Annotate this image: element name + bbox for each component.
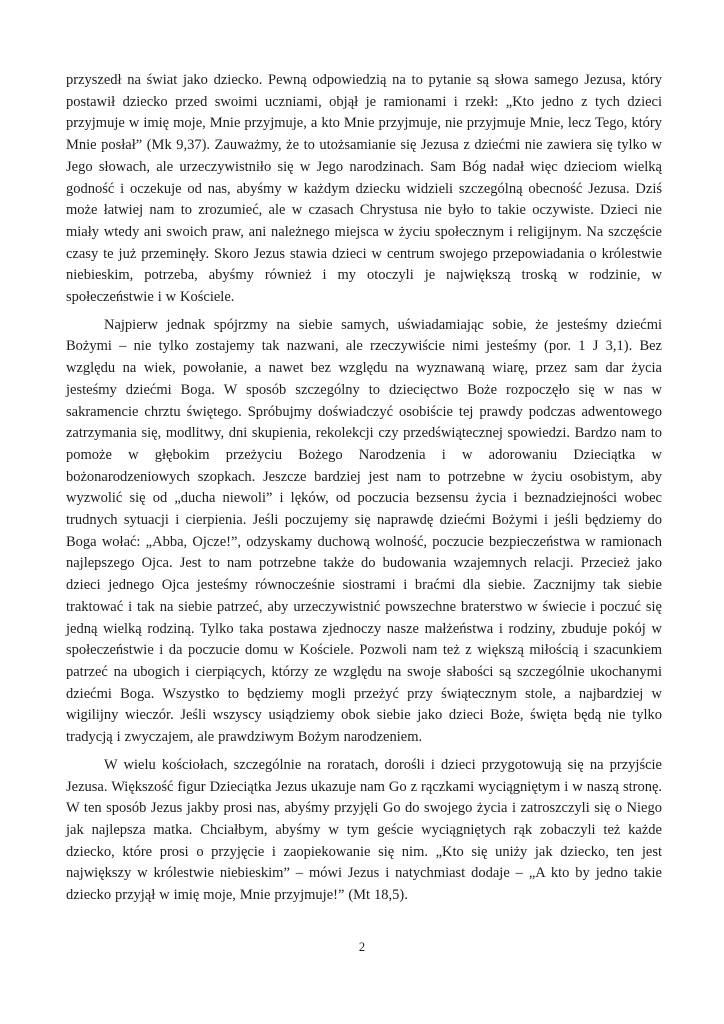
paragraph-3: W wielu kościołach, szczególnie na roratach, dorośli i dzieci przygotowują się na przyjście Jezusa. Większość figur Dzieciątka Jezus ukazuje nam Go z rączkami wyciągniętym i w naszą stronę. W ten sposób Jezus jakby prosi nas, abyśmy przyjęli Go do swojego życia i zatroszczyli się o Niego jak najlepsza matka. Chciałbym, abyśmy w tym geście wyciągniętych rąk zobaczyli też każde dziecko, które prosi o przyjęcie i zaopiekowanie się nim. „Kto się uniży jak dziecko, ten jest największy w królestwie niebieskim” – mówi Jezus i natychmiast dodaje – „A kto by jedno takie dziecko przyjął w imię moje, Mnie przyjmuje!” (Mt 18,5). [66, 756, 662, 904]
paragraph-1: przyszedł na świat jako dziecko. Pewną odpowiedzią na to pytanie są słowa samego Jezusa, który postawił dziecko przed swoimi uczniami, objął je ramionami i rzekł: „Kto jedno z tych dzieci przyjmuje w imię moje, Mnie przyjmuje, a kto Mnie przyjmuje, nie przyjmuje Mnie, lecz Tego, który Mnie posłał” (Mk 9,37). Zauważmy, że to utożsamianie się Jezusa z dziećmi nie zawiera się tylko w Jego słowach, ale urzeczywistniło się w Jego narodzinach. Sam Bóg nadał więc dzieciom wielką godność i oczekuje od nas, abyśmy w każdym dziecku widzieli szczególną obecność Jezusa. Dziś może łatwiej nam to zrozumieć, ale w czasach Chrystusa nie było to takie oczywiste. Dzieci nie miały wtedy ani swoich praw, ani należnego miejsca w życiu społecznym i religijnym. Na szczęście czasy te już przeminęły. Skoro Jezus stawia dzieci w centrum swojego przepowiadania o królestwie niebieskim, potrzeba, abyśmy również i my otoczyli je największą troską w rodzinie, w społeczeństwie i w Kościele. [66, 72, 662, 306]
page-body [66, 70, 662, 913]
paragraph-2: Najpierw jednak spójrzmy na siebie samych, uświadamiając sobie, że jesteśmy dziećmi Bożymi – nie tylko zostajemy tak nazwani, ale rzeczywiście nimi jesteśmy (por. 1 J 3,1). Bez względu na wiek, powołanie, a nawet bez względu na wyznawaną wiarę, przez sam dar życia jesteśmy dziećmi Boga. W sposób szczególny to dziecięctwo Boże rozpoczęło się w nas w sakramencie chrztu świętego. Spróbujmy doświadczyć osobiście tej prawdy podczas adwentowego zatrzymania się, modlitwy, dni skupienia, rekolekcji czy przedświątecznej spowiedzi. Bardzo nam to pomoże w głębokim przeżyciu Bożego Narodzenia i w adorowaniu Dzieciątka w bożonarodzeniowych szopkach. Jeszcze bardziej jest nam to potrzebne w życiu osobistym, aby wyzwolić się od „ducha niewoli” i lęków, od poczucia bezsensu życia i beznadziejności wobec trudnych sytuacji i cierpienia. Jeśli poczujemy się naprawdę dziećmi Bożymi i jeśli będziemy do Boga wołać: „Abba, Ojcze!”, odzyskamy duchową wolność, poczucie bezpieczeństwa w ramionach najlepszego Ojca. Jest to nam potrzebne także do budowania wzajemnych relacji. Przecież jako dzieci jednego Ojca jesteśmy równocześnie siostrami i braćmi dla siebie. Zacznijmy tak siebie traktować i tak na siebie patrzeć, aby urzeczywistnić powszechne braterstwo w świecie i poczuć się jedną wielką rodziną. Tylko taka postawa zjednoczy nasze małżeństwa i rodziny, zbuduje pokój w społeczeństwie i da poczucie domu w Kościele. Pozwoli nam też z większą miłością i szacunkiem patrzeć na ubogich i cierpiących, którzy ze względu na swoje słabości są szczególnie ukochanymi dziećmi Boga. Wszystko to będziemy mogli przeżyć przy świątecznym stole, a najbardziej w wigilijny wieczór. Jeśli wszyscy usiądziemy obok siebie jako dzieci Boże, święta będą nie tylko tradycją i zwyczajem, ale prawdziwym Bożym narodzeniem. [66, 316, 662, 746]
page-number: 2 [358, 940, 366, 954]
